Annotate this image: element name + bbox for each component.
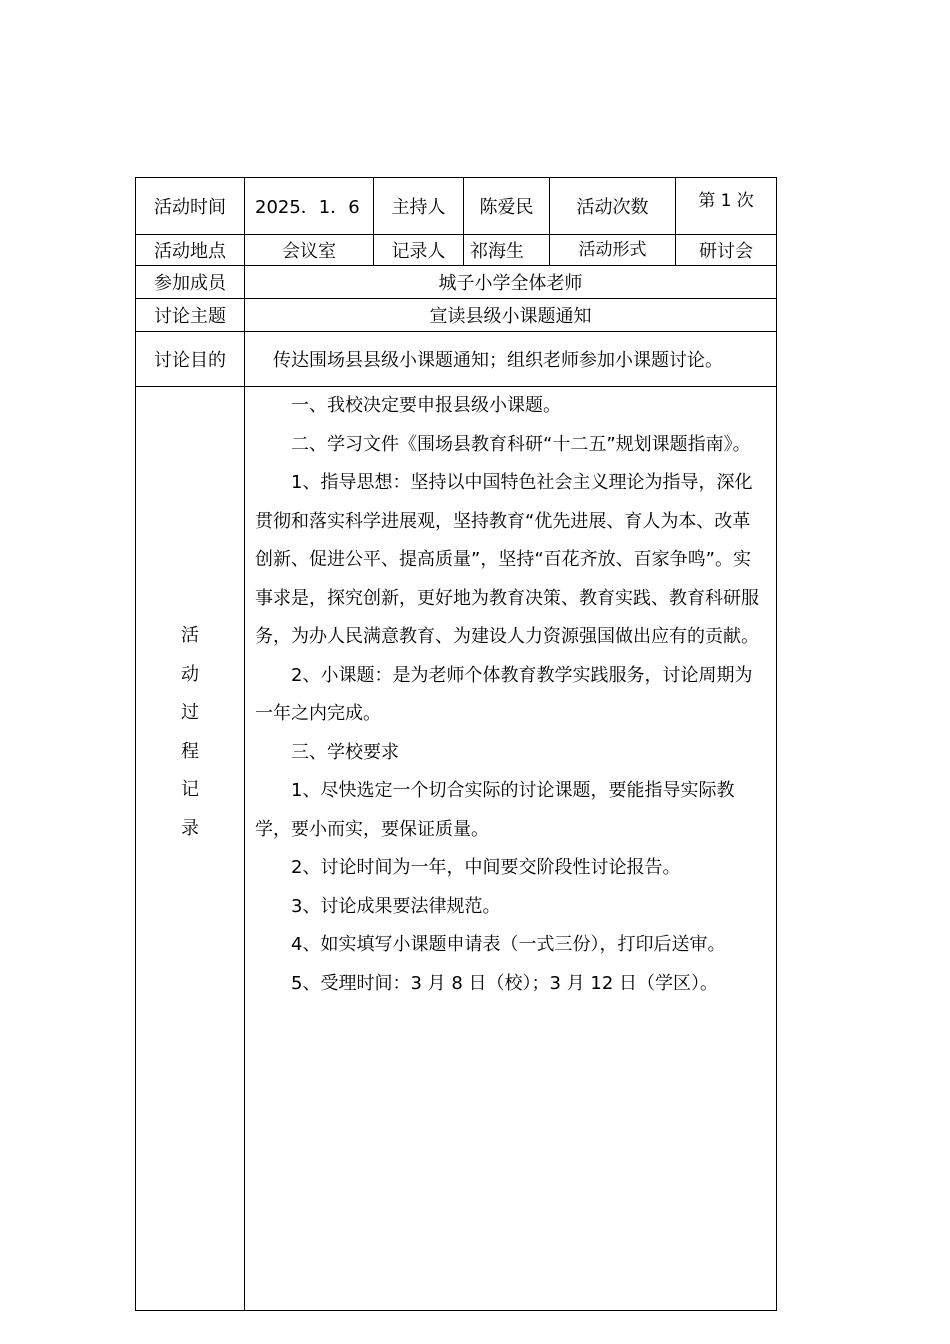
- record-paragraph: 二、学习文件《围场县教育科研“十二五”规划课题指南》。: [291, 433, 751, 455]
- record-paragraph: 5、受理时间：3 月 8 日（校）；3 月 12 日（学区）。: [291, 972, 719, 994]
- recorder-value: 祁海生: [464, 235, 550, 266]
- members-value: 城子小学全体老师: [245, 266, 777, 299]
- place-label: 活动地点: [136, 235, 245, 266]
- record-label-char: 活: [181, 625, 199, 646]
- record-paragraph: 4、如实填写小课题申请表（一式三份），打印后送审。: [291, 934, 726, 955]
- place-value: 会议室: [245, 235, 374, 266]
- record-paragraph: 一、我校决定要申报县级小课题。: [291, 395, 561, 416]
- host-value: 陈爱民: [464, 178, 550, 235]
- record-label-char: 记: [181, 779, 199, 800]
- topic-label: 讨论主题: [136, 299, 245, 332]
- count-value: 第 1 次: [676, 178, 777, 235]
- members-label: 参加成员: [136, 266, 245, 299]
- record-paragraph: 三、学校要求: [291, 741, 399, 763]
- count-label: 活动次数: [550, 178, 676, 235]
- record-label-char: 程: [181, 740, 199, 762]
- table-row: [136, 299, 777, 332]
- record-paragraph: 1、尽快选定一个切合实际的讨论课题，要能指导实际教学，要小而实，要保证质量。: [255, 780, 735, 840]
- activity-record-table: [135, 177, 777, 1311]
- host-label: 主持人: [374, 178, 464, 235]
- record-paragraph: 3、讨论成果要法律规范。: [291, 895, 501, 917]
- time-label: 活动时间: [136, 178, 245, 235]
- record-label-char: 录: [181, 817, 199, 839]
- table-row: [136, 266, 777, 299]
- form-label: 活动形式: [550, 235, 676, 266]
- table-row: [136, 387, 777, 1311]
- recorder-label: 记录人: [374, 235, 464, 266]
- record-paragraph: 2、讨论时间为一年，中间要交阶段性讨论报告。: [291, 857, 681, 878]
- record-label-vertical: [136, 387, 245, 1311]
- record-paragraph: 2、小课题：是为老师个体教育教学实践服务，讨论周期为一年之内完成。: [255, 664, 753, 724]
- record-label-char: 过: [181, 702, 199, 723]
- purpose-label: 讨论目的: [136, 332, 245, 387]
- topic-value: 宣读县级小课题通知: [245, 299, 777, 332]
- table-row: [136, 332, 777, 387]
- record-body: [245, 387, 777, 1311]
- record-label-char: 动: [181, 663, 199, 685]
- form-value: 研讨会: [676, 235, 777, 266]
- table-row: [136, 178, 777, 235]
- time-value: 2025．1．6: [245, 178, 374, 235]
- table-row: [136, 235, 777, 266]
- purpose-value: 传达围场县县级小课题通知；组织老师参加小课题讨论。: [245, 332, 777, 387]
- record-paragraph: 1、指导思想：坚持以中国特色社会主义理论为指导，深化贯彻和落实科学进展观，坚持教育“优先进展、育人为本、改革创新、促进公平、提高质量”，坚持“百花齐放、百家争鸣”。实事求是，探究创新，更好地为教育决策、教育实践、教育科研服务，为办人民满意教育、为建设人力资源强国做出应有的贡献。: [255, 472, 759, 647]
